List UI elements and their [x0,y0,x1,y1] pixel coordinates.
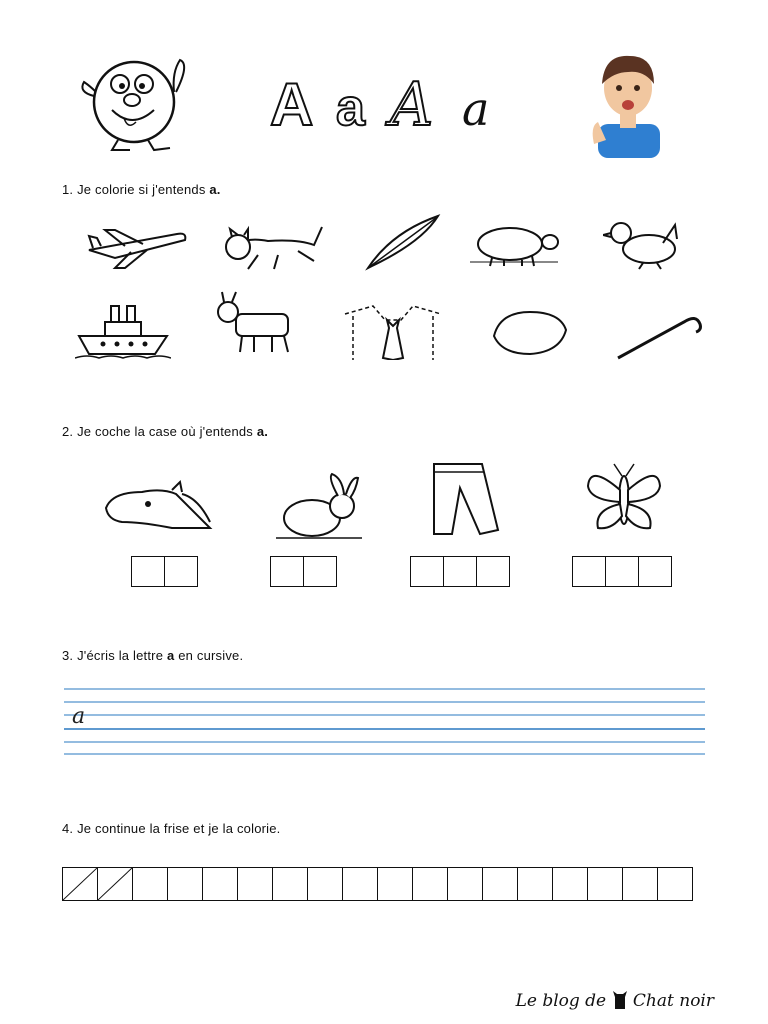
blog-signature-suffix: Chat noir [632,991,714,1011]
syllable-boxes-butterfly [572,556,672,587]
frieze-cell[interactable] [272,867,308,901]
syllable-checkbox[interactable] [303,556,337,587]
rabbit-drawing [272,472,366,547]
letter-lowercase-print: a [336,79,365,137]
frieze-cell[interactable] [132,867,168,901]
goat-drawing [208,290,300,361]
butterfly-drawing [584,460,664,541]
frieze-cell[interactable] [482,867,518,901]
exercise-2-target-letter: a. [256,424,269,439]
frieze-cell[interactable] [377,867,413,901]
syllable-checkbox[interactable] [410,556,444,587]
frieze-cell[interactable] [622,867,658,901]
syllable-boxes-trousers [410,556,510,587]
syllable-checkbox[interactable] [572,556,606,587]
frieze-cell[interactable] [587,867,623,901]
syllable-boxes-horse [131,556,198,587]
exercise-3-text-after: en cursive. [178,648,244,663]
syllable-checkbox[interactable] [131,556,165,587]
lemon-drawing [490,306,570,363]
feather-drawing [362,212,442,277]
exercise-3-target-letter: a [166,648,175,663]
exercise-2-number: 2. [62,424,74,439]
frieze-cell-with-diagonal[interactable] [97,867,133,901]
exercise-1-target-letter: a. [209,182,221,197]
exercise-2-text: Je coche la case où j'entends [77,424,254,439]
black-cat-icon [612,989,628,1014]
syllable-boxes-rabbit [270,556,337,587]
frieze-cell[interactable] [237,867,273,901]
shirt-and-tie-drawing [343,304,443,365]
blog-signature-prefix: Le blog de [515,991,607,1011]
exercise-3-text-before: J'écris la lettre [77,648,164,663]
syllable-checkbox[interactable] [164,556,198,587]
letter-capital-cursive: A [390,70,434,140]
letter-lowercase-cursive: a [462,82,490,136]
frieze-cell[interactable] [657,867,693,901]
trousers-drawing [426,460,502,543]
syllable-checkbox[interactable] [443,556,477,587]
exercise-4-number: 4. [62,821,74,836]
smiling-letter-mascot-drawing [72,52,197,154]
handwriting-lines[interactable] [64,688,705,758]
letter-capital-print: A [270,71,314,138]
exercise-1-number: 1. [62,182,74,197]
cane-drawing [614,310,704,367]
frieze-cell[interactable] [412,867,448,901]
exercise-1-text: Je colorie si j'entends [77,182,206,197]
frieze-cell[interactable] [307,867,343,901]
syllable-checkbox[interactable] [476,556,510,587]
exercise-3-instruction [62,648,243,663]
ship-drawing [75,302,171,365]
frieze-cell[interactable] [342,867,378,901]
frieze-cell[interactable] [517,867,553,901]
child-speaking-illustration [592,50,664,158]
frieze-cell[interactable] [552,867,588,901]
duck-drawing [603,215,683,276]
exercise-4-instruction [62,821,281,836]
frieze-cell-with-diagonal[interactable] [62,867,98,901]
exercise-1-instruction [62,182,221,197]
frieze-cell[interactable] [202,867,238,901]
frieze-pattern-row [62,867,693,901]
cursive-model-letter: a [72,704,86,729]
exercise-4-text: Je continue la frise et je la colorie. [77,821,281,836]
horse-head-drawing [102,478,214,545]
exercise-3-number: 3. [62,648,74,663]
pig-drawing [466,218,562,273]
exercise-2-instruction [62,424,268,439]
syllable-checkbox[interactable] [270,556,304,587]
syllable-checkbox[interactable] [605,556,639,587]
blog-signature [516,989,714,1014]
cat-running-drawing [218,215,328,278]
airplane-drawing [85,220,190,275]
syllable-checkbox[interactable] [638,556,672,587]
frieze-cell[interactable] [447,867,483,901]
frieze-cell[interactable] [167,867,203,901]
